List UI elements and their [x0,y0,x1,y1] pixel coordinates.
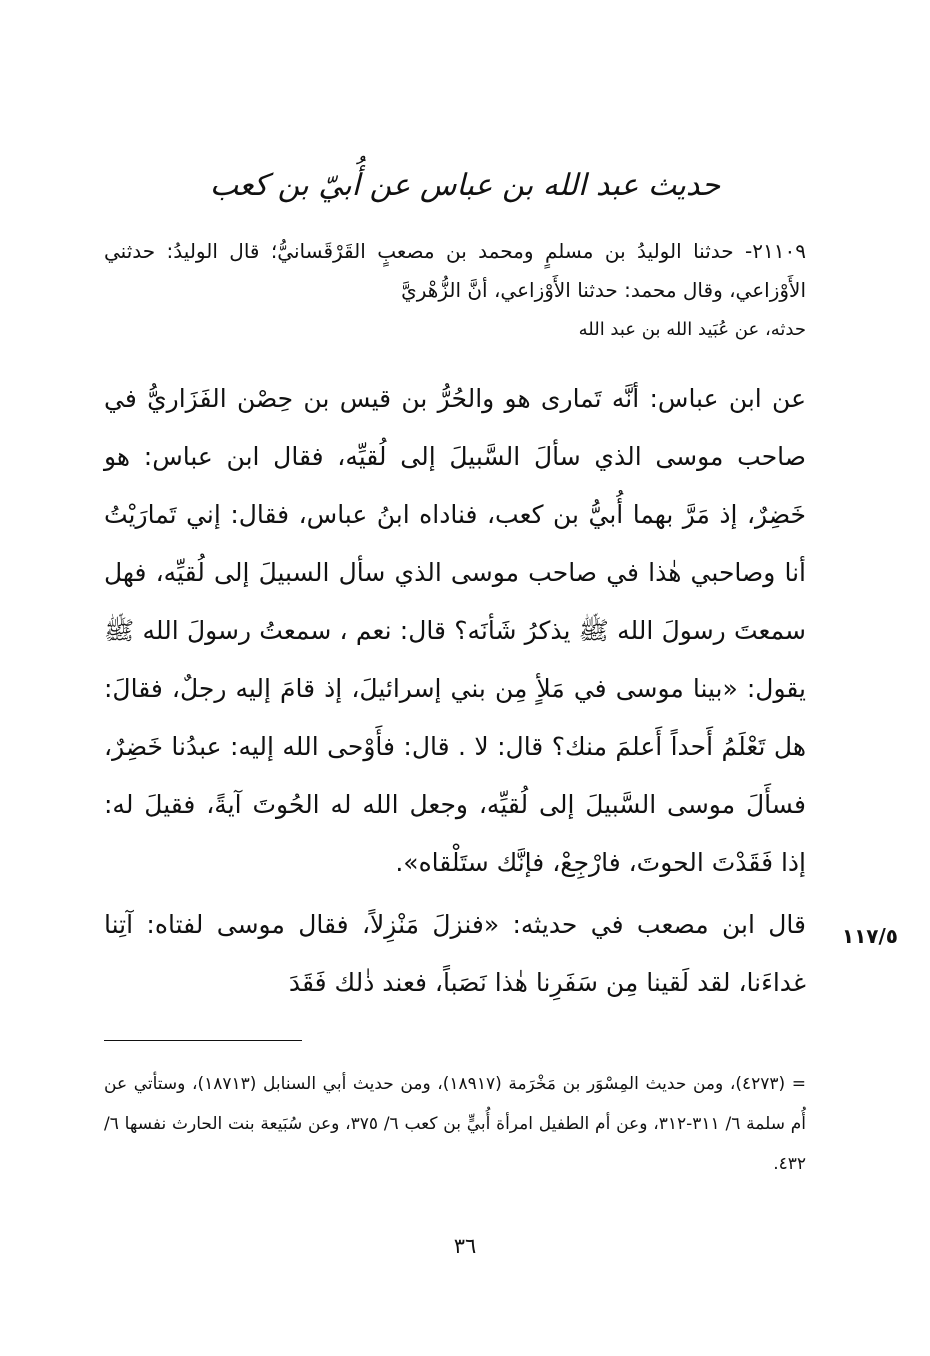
isnad-text: ٢١١٠٩- حدثنا الوليدُ بن مسلمٍ ومحمد بن مصعبٍ القَرْقَسانيُّ؛ قال الوليدُ: حدثني الأَوْزاعي، وقال محمد: حدثنا الأَوْزاعي، أنَّ الزُّهْريَّ [104,239,806,302]
footnote-text: = (٤٢٧٣)، ومن حديث المِسْوَر بن مَخْرَمة (١٨٩١٧)، ومن حديث أبي السنابل (١٨٧١٣)، وستأتي عن أُم سلمة ٦/ ٣١١-٣١٢، وعن أم الطفيل امرأة أُبيٍّ بن كعب ٦/ ٣٧٥، وعن سُبَيعة بنت الحارث نفسها ٦/ ٤٣٢. [104,1074,807,1174]
page-number: ٣٦ [453,1234,477,1258]
footnote-separator [104,1040,302,1041]
hadith-paragraph-1: عن ابن عباس: أنَّه تَمارى هو والحُرُّ بن قيس بن حِصْن الفَزَاريُّ في صاحب موسى الذي سألَ السَّبيلَ إلى لُقيِّه، فقال ابن عباس: هو خَضِرٌ، إذ مَرَّ بهما أُبيُّ بن كعب، فناداه ابنُ عباس، فقال: إني تَمارَيْتُ أنا وصاحبي هٰذا في صاحب موسى الذي سأل السبيلَ إلى لُقيِّه، فهل سمعتَ رسولَ الله ﷺ يذكرُ شَأنَه؟ قال: نعم ، سمعتُ رسولَ الله ﷺ يقول: «بينا موسى في مَلأٍ مِن بني إسرائيلَ، إذ قامَ إليه رجلٌ، فقالَ: هل تَعْلَمُ أَحداً أَعلمَ منك؟ قال: لا . قال: فأَوْحى الله إليه: عبدُنا خَضِرٌ، فسأَلَ موسى السَّبيلَ إلى لُقيِّه، وجعل الله له الحُوتَ آيةً، فقيلَ له: إذا فَقَدْتَ الحوتَ، فارْجِعْ، فإنَّك ستَلْقاه». [104,384,806,877]
hadith-paragraph-2: قال ابن مصعب في حديثه: «فنزلَ مَنْزِلاً، فقال موسى لفتاه: آتِنا غداءَنا، لقد لَقينا مِن سَفَرِنا هٰذا نَصَباً، فعند ذٰلك فَقَدَ [104,910,806,997]
running-header: حديث عبد الله بن عباس عن أُبيّ بن كعب [209,168,721,203]
isnad-last-line: حدثه، عن عُبَيد الله بن عبد الله [578,319,806,340]
footnote-block [104,1064,806,1184]
hadith-body [104,370,806,1012]
isnad-block [104,232,806,350]
margin-volume-page-reference: ١١٧/٥ [841,924,898,948]
